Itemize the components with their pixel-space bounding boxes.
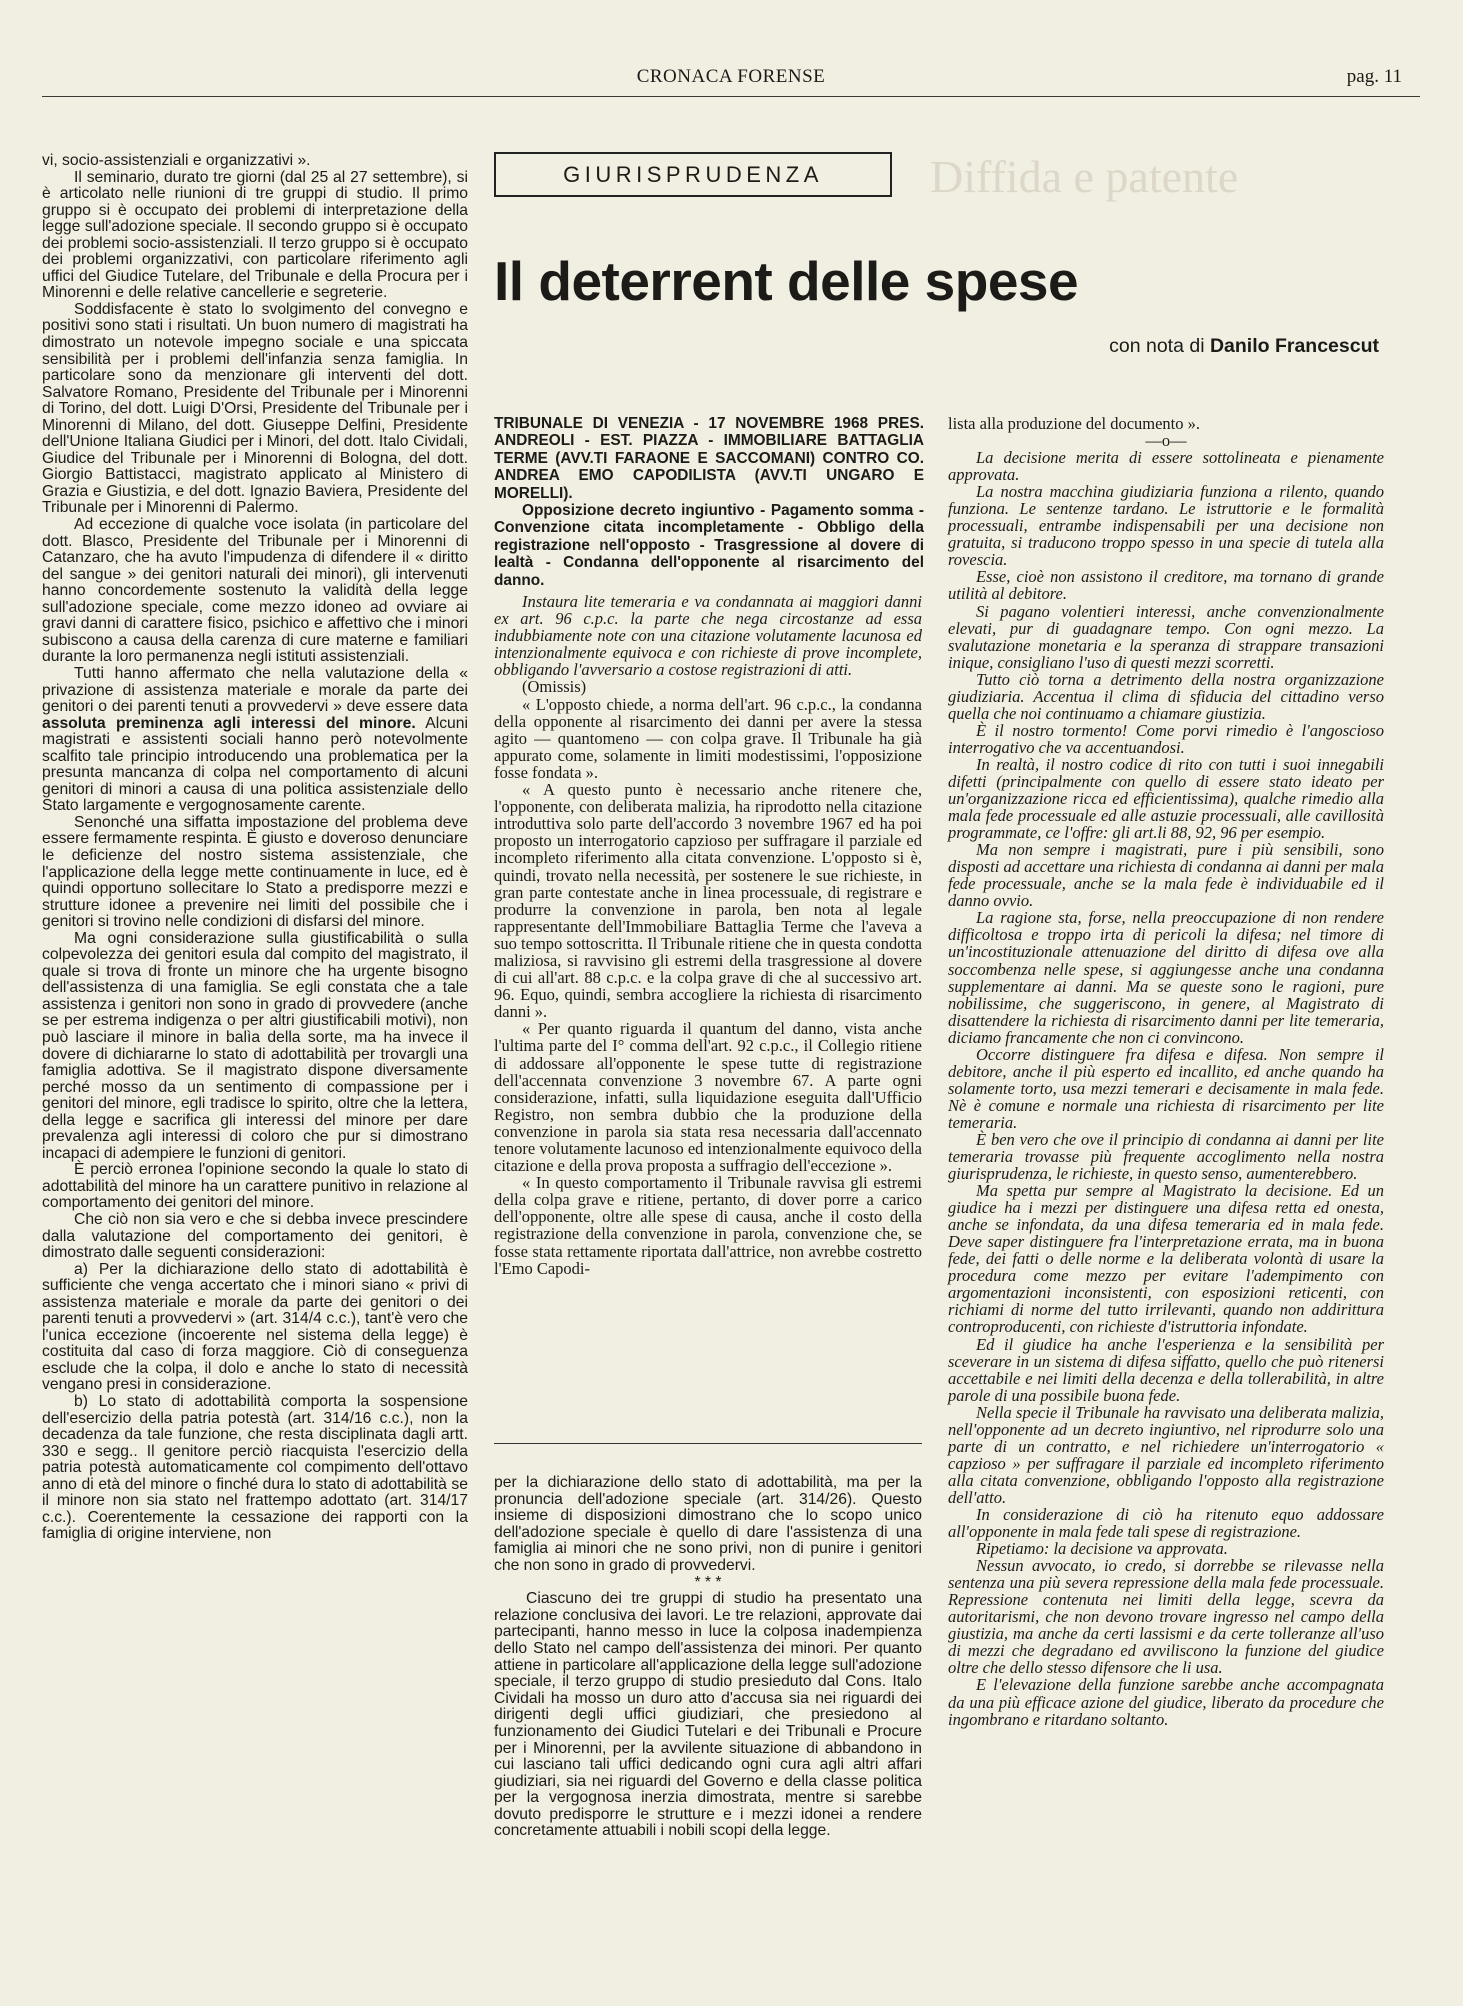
left-column bbox=[42, 153, 468, 1543]
judgment-paragraph: « In questo comportamento il Tribunale ravvisa gli estremi della colpa grave e ritiene, pertanto, di dover porre a carico dell'opponente, oltre alle spese di causa, anche il costo della registrazione della convenzione in parola, convenzione che, se fosse stata rettamente riportata dall'attrice, non avrebbe costretto l'Emo Capodi- bbox=[494, 1173, 922, 1278]
note-paragraph: Si pagano volentieri interessi, anche convenzionalmente elevati, pur di guadagnare tempo. Con ogni mezzo. La svalutazione monetaria e la speranza di strappare transazioni inique, consigliano l'uso di questi mezzi scorretti. bbox=[948, 601, 1384, 672]
massima: Instaura lite temeraria e va condannata ai maggiori danni ex art. 96 c.p.c. la parte che nega circostanze ad essa indubbiamente note con una citazione volutamente lacunosa ed intenzionalmente equivoca e con richieste di prove incomplete, obbligando l'avversario a costose registrazioni di atti. bbox=[494, 592, 922, 680]
byline-author: Danilo Francescut bbox=[1209, 335, 1379, 357]
paragraph: Che ciò non sia vero e che si debba invece prescindere dalla valutazione del comportamento dei genitori, è dimostrato dalle seguenti considerazioni: bbox=[42, 1211, 468, 1262]
note-paragraph: In realtà, il nostro codice di rito con tutti i suoi innegabili difetti (principalmente con quello di essere stato ideato per un'organizzazione ricca ed efficientissima), qualche rimedio alla mala fede processuale ed alle astuzie processuali, alle cavillosità programmate, ce l'offre: gli art.li 88, 92, 96 per esempio. bbox=[948, 754, 1384, 843]
note-paragraph: Occorre distinguere fra difesa e difesa. Non sempre il debitore, anche il più esperto ed incallito, ed anche quando ha solamente torto, usa mezzi temerari e decisamente in mala fede. Nè è comune e normale una richiesta di risarcimento per lite temeraria. bbox=[948, 1044, 1384, 1132]
note-paragraph: Nella specie il Tribunale ha ravvisato una deliberata malizia, nell'opponente ad un decreto ingiuntivo, nel riprodurre solo una parte di un contratto, e nel richiedere un'interrogatorio « capzioso » per suffragare il parziale ed incompleto riferimento alla citata convenzione, obbligando l'opposto alla registrazione dell'atto. bbox=[948, 1402, 1384, 1507]
judgment-paragraph: (Omissis) bbox=[522, 677, 587, 697]
note-paragraph: Ma spetta pur sempre al Magistrato la decisione. Ed un giudice ha i mezzi per distinguere una difesa retta ed onesta, anche se infondata, da una difesa temeraria ed in mala fede. Deve saper distinguere fra l'interpretazione errata, ma in buona fede, dei fatti o delle norme e la deliberata volontà di usare la procedura come mezzo per evitare l'adempimento con argomentazioni inconsistenti, con esposizioni reticenti, con richiami di norme del tutto irrilevanti, quando non addirittura controproducenti, con richieste d'istruttoria infondate. bbox=[948, 1181, 1384, 1337]
paragraph: Senonché una siffatta impostazione del problema deve essere fermamente respinta. È giusto e doveroso denunciare le deficienze del nostro sistema assistenziale, che l'applicazione della legge mette continuamente in luce, ed è quindi opportuno sollecitare lo Stato a predisporre mezzi e strutture idonee a prevenire nei limiti del possibile che i genitori si trovino nelle condizioni di disfarsi del minore. bbox=[42, 813, 468, 931]
continuation-column bbox=[494, 1475, 922, 1840]
note-column bbox=[948, 415, 1384, 1728]
case-summary: Opposizione decreto ingiuntivo - Pagamento somma - Convenzione citata incompletamente - Obbligo della registrazione nell'opposto - Trasgressione al dovere di lealtà - Condanna dell'opponente al risarcimento del danno. bbox=[494, 502, 924, 589]
divider-rule bbox=[494, 1443, 922, 1444]
paragraph: Ciascuno dei tre gruppi di studio ha presentato una relazione conclusiva dei lavori. Le tre relazioni, approvate dai partecipanti, hanno messo in luce la colposa inadempienza dello Stato nel campo dell'assistenza dei minori. Per quanto attiene in particolare all'applicazione della legge sull'adozione speciale, il terzo gruppo di studio presieduto dal Cons. Italo Cividali ha mosso un duro atto d'accusa sia nei riguardi dei dirigenti degli uffici giudiziari, che presiedono al funzionamento dei Giudici Tutelari e dei Tribunali e Procure per i Minorenni, per la avvilente situazione di abbandono in cui lasciano tali uffici dedicando ogni cura agli altri affari giudiziari, sia nei riguardi del Governo e della classe politica per la vergognosa inerzia dimostrata, mentre si sarebbe dovuto predisporre le strutture e i mezzi idonei a rendere concretamente attuabili i nobili scopi della legge. bbox=[494, 1590, 922, 1840]
emphasis: assoluta preminenza agli interessi del minore. bbox=[42, 714, 416, 732]
section-separator: * * * bbox=[694, 1573, 722, 1591]
note-paragraph: Ripetiamo: la decisione va approvata. bbox=[976, 1539, 1228, 1559]
judgment-tail: lista alla produzione del documento ». bbox=[948, 414, 1201, 433]
article-headline: Il deterrent delle spese bbox=[494, 250, 1079, 312]
byline-prefix: con nota di bbox=[1109, 335, 1205, 357]
note-paragraph: E l'elevazione della funzione sarebbe anche accompagnata da una più efficace azione del giudice, liberato da procedure che ingombrano e ritardano soltanto. bbox=[948, 1675, 1384, 1729]
running-header bbox=[42, 66, 1420, 97]
bleed-through-text: Diffida e patente bbox=[930, 151, 1239, 202]
judgment-paragraph: « L'opposto chiede, a norma dell'art. 96 c.p.c., la condanna della opponente al risarcimento dei danni per avere la stessa agito — quantomeno — con colpa grave. Il Tribunale ha già appurato come, solamente in limiti modestissimi, l'opposizione fosse fondata ». bbox=[494, 694, 922, 782]
paragraph bbox=[42, 666, 468, 815]
case-heading: TRIBUNALE DI VENEZIA - 17 NOVEMBRE 1968 PRES. ANDREOLI - EST. PIAZZA - IMMOBILIARE BATTAGLIA TERME (AVV.TI FARAONE E SACCOMANI) CONTRO CO. ANDREA EMO CAPODILISTA (AVV.TI UNGARO E MORELLI). bbox=[494, 415, 924, 502]
paragraph-text: Tutti hanno affermato che nella valutazione della « privazione di assistenza materiale e morale da parte dei genitori o dei parenti tenuti a provvedervi » deve essere data bbox=[42, 664, 468, 716]
paragraph: b) Lo stato di adottabilità comporta la sospensione dell'esercizio della patria potestà (art. 314/16 c.c.), non la decadenza da tale funzione, che resta disciplinata dagli artt. 330 e segg.. Il genitore perciò riacquista l'esercizio della patria potestà automaticamente col compimento dell'ottavo anno di età del minore o finché dura lo stato di adottabilità se il minore non sia stato nel frattempo adottato (art. 314/17 c.c.). Coerentemente la cessazione dei rapporti con la famiglia di origine interviene, non bbox=[42, 1393, 468, 1543]
journal-title: CRONACA FORENSE bbox=[636, 66, 826, 87]
section-label: GIURISPRUDENZA bbox=[494, 152, 892, 197]
paragraph: Soddisfacente è stato lo svolgimento del convegno e positivi sono stati i risultati. Un buon numero di magistrati ha dimostrato un notevole impegno sociale e una spiccata sensibilità per i problemi dell'infanzia senza famiglia. In particolare sono da menzionare gli interventi del dott. Salvatore Romano, Presidente del Tribunale per i Minorenni di Torino, del dott. Luigi D'Orsi, Presidente del Tribunale per i Minorenni di Milano, del dott. Giuseppe Delfini, Presidente dell'Unione Italiana Giudici per i Minori, del dott. Italo Cividali, Giudice del Tribunale per i Minorenni di Bologna, del dott. Giorgio Battistacci, magistrato applicato al Ministero di Grazia e Giustizia, e del dott. Ignazio Baviera, Presidente del Tribunale per i Minorenni di Palermo. bbox=[42, 300, 468, 517]
note-paragraph: Tutto ciò torna a detrimento della nostra organizzazione giudiziaria. Accentua il clima di sfiducia del cittadino verso quella che noi continuamo a chiamare giustizia. bbox=[948, 669, 1384, 723]
note-paragraph: In considerazione di ciò ha ritenuto equo addossare all'opponente in mala fede tali spese di registrazione. bbox=[948, 1505, 1384, 1542]
page-number: pag. 11 bbox=[1346, 66, 1402, 87]
note-paragraph: Ma non sempre i magistrati, pure i più sensibili, sono disposti ad accettare una richiesta di condanna ai danni per mala fede processuale, anche se la mala fede è individuabile ed il danno ovvio. bbox=[948, 840, 1384, 911]
judgment-paragraph: « Per quanto riguarda il quantum del danno, vista anche l'ultima parte del I° comma dell'art. 92 c.p.c., il Collegio ritiene di addossare all'opponente le spese tutte di registrazione dell'accennata convenzione 3 novembre 67. A parte ogni considerazione, infatti, sulla liquidazione eseguita dall'Ufficio Registro, non sembra dubbio che la produzione della convenzione in parola sia stata resa necessaria dall'accennato tenore volutamente lacunoso ed intenzionalmente equivoco della citazione e della prova proposta a suffragio dell'eccezione ». bbox=[494, 1019, 922, 1176]
paragraph: Ma ogni considerazione sulla giustificabilità o sulla colpevolezza dei genitori esula dal compito del magistrato, il quale si trova di fronte un minore che ha urgente bisogno dell'assistenza di una famiglia. Se egli constata che a tale assistenza i genitori non sono in grado di provvedere (anche se per estrema indigenza o per altri giustificabili motivi), non può lasciare il minore in balìa della sorte, ma ha invece il dovere di dichiararne lo stato di adottabilità per trovargli una famiglia adottiva. Se il magistrato dispone diversamente perché mosso da un sentimento di compassione per i genitori del minore, egli tradisce lo spirito, oltre che la lettera, della legge e sacrifica gli interessi del minore per dare prevalenza agli interessi di coloro che pur si dimostrano incapaci di adempiere le funzioni di genitori. bbox=[42, 929, 468, 1162]
case-header bbox=[494, 415, 924, 589]
paragraph: a) Per la dichiarazione dello stato di adottabilità è sufficiente che venga accertato che i minori siano « privi di assistenza materiale e morale da parte dei genitori o dei parenti tenuti a provvedervi » (art. 314/4 c.c.), tant'è vero che l'unica eccezione (incoerente nel sistema della legge) è costituita dal caso di forza maggiore. Ciò di conseguenza esclude che la colpa, il dolo e anche lo stato di necessità vengano presi in considerazione. bbox=[42, 1260, 468, 1394]
judgment-paragraph: « A questo punto è necessario anche ritenere che, l'opponente, con deliberata malizia, ha riprodotto nella citazione introduttiva solo parte dell'accordo 3 novembre 1967 ed ha poi proposto un interrogatorio capzioso per suffragare il parziale ed incompleto riferimento alla citata convenzione. L'opposto si è, quindi, trovato nella necessità, per sostenere le sue richieste, in gran parte contestate anche in linea processuale, di registrare e produrre la convenzione in parola, ben nota al legale rappresentante dell'Immobiliare Battaglia Terme che l'aveva a suo tempo sottoscritta. Il Tribunale ritiene che in questa condotta maliziosa, si ravvisino gli estremi della trasgressione al dovere di cui all'art. 88 c.p.c. e la colpa grave di che al successivo art. 96. Equo, quindi, sembra accogliere la richiesta di risarcimento danni ». bbox=[494, 780, 923, 1022]
paragraph-text: Alcuni magistrati e assistenti sociali hanno però notevolmente scalfito tale principio introducendo una problematica per la presunta mancanza di colpa nel comportamento di alcuni genitori di minori a causa di una politica assistenziale dello Stato largamente e vergognosamente carente. bbox=[42, 714, 468, 815]
byline bbox=[1109, 335, 1379, 358]
paragraph: per la dichiarazione dello stato di adottabilità, ma per la pronuncia dell'adozione speciale (art. 314/26). Questo insieme di disposizioni dimostrano che lo scopo unico dell'adozione speciale è quello di dare l'assistenza di una famiglia ai minori che ne sono privi, non di punire i genitori che non sono in grado di provvedervi. bbox=[494, 1474, 922, 1574]
note-paragraph: È il nostro tormento! Come porvi rimedio è l'angoscioso interrogativo che va accentuandosi. bbox=[948, 720, 1384, 757]
paragraph: Il seminario, durato tre giorni (dal 25 al 27 settembre), si è articolato nelle riunioni di tre gruppi di studio. Il primo gruppo si è occupato dei problemi di interpretazione della legge sull'adozione speciale. Il secondo gruppo si è occupato dei problemi socio-assistenziali. Il terzo gruppo si è occupato dei problemi organizzativi, con particolare riferimento agli uffici del Giudice Tutelare, del Tribunale e della Procura per i Minorenni e delle relative cancellerie e segreterie. bbox=[42, 168, 468, 302]
note-paragraph: È ben vero che ove il principio di condanna ai danni per lite temeraria trovasse più frequente accoglimento nella nostra giurisprudenza, le richieste, in questo senso, aumenterebbero. bbox=[948, 1129, 1384, 1184]
note-paragraph: La ragione sta, forse, nella preoccupazione di non rendere difficoltosa e troppo irta di pericoli la difesa; nel timore di un'incostituzionale attenuazione del diritto di difesa ove alla soccombenza nelle spese, si aggiungesse anche una condanna supplementare ai danni. Ma se queste sono le ragioni, pure nobilissime, che suggeriscono, in genere, al Magistrato di disattendere la richiesta di risarcimento danni per lite temeraria, diciamo francamente che non ci convincono. bbox=[948, 908, 1384, 1047]
paragraph: Ad eccezione di qualche voce isolata (in particolare del dott. Blasco, Presidente del Tribunale per i Minorenni di Catanzaro, che ha avuto l'impudenza di difendere il « diritto del sangue » dei genitori naturali dei minori), gli intervenuti hanno concordemente sostenuto la validità della legge sull'adozione speciale, come mezzo idoneo ad ovviare ai gravi danni di carattere fisico, psichico e affettivo che i minori subiscono a causa della carenza di cure materne e familiari durante la loro permanenza negli istituti assistenziali. bbox=[42, 516, 468, 666]
note-paragraph: Nessun avvocato, io credo, si dorrebbe se rilevasse nella sentenza una più severa repressione della mala fede processuale. Repressione contenuta nei limiti della legge, scevra da autoritarismi, che non devono trovare ingresso nel campo della giustizia, ma anche da certi lassismi e da certe tolleranze all'uso di mezzi che degradano ed avviliscono la funzione del giudice oltre che dello stesso difensore che li usa. bbox=[948, 1556, 1384, 1678]
note-divider: —o— bbox=[1145, 431, 1187, 451]
judgment-column bbox=[494, 593, 922, 1277]
note-paragraph: Ed il giudice ha anche l'esperienza e la sensibilità per sceverare in un sistema di difesa siffatto, quello che può ritenersi accettabile e nei limiti della decenza e della tollerabilità, in altre parole di una possibile buona fede. bbox=[948, 1334, 1384, 1405]
paragraph: vi, socio-assistenziali e organizzativi ». bbox=[42, 152, 311, 169]
note-paragraph: Esse, cioè non assistono il creditore, ma tornano di grande utilità al debitore. bbox=[948, 567, 1384, 604]
note-paragraph: La nostra macchina giudiziaria funziona a rilento, quando funziona. Le sentenze tardano. Le istruttorie e le formalità processuali, entrambe indispensabili per una decisione non gratuita, si traducono troppo spesso in una specie di tutela alla rovescia. bbox=[948, 482, 1384, 570]
note-paragraph: La decisione merita di essere sottolineata e pienamente approvata. bbox=[948, 448, 1384, 485]
paragraph: È perciò erronea l'opinione secondo la quale lo stato di adottabilità del minore ha un carattere punitivo in relazione al comportamento dei genitori del minore. bbox=[42, 1161, 468, 1212]
